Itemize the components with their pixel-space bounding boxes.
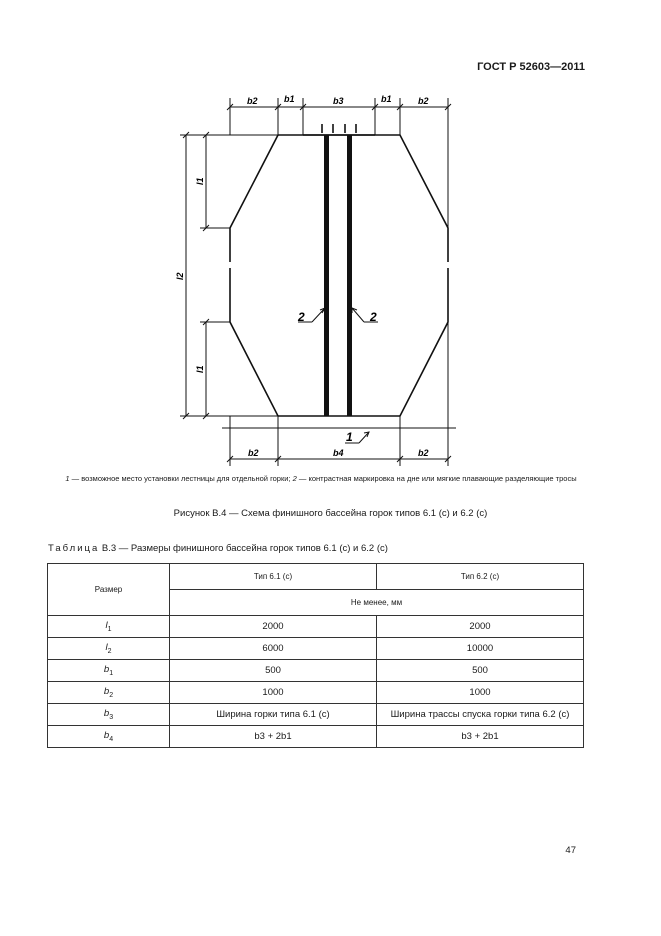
param-symbol: l [105, 642, 108, 654]
dimensions-table [47, 563, 584, 748]
value-type-1: b3 + 2b1 [170, 726, 377, 748]
table-row [48, 726, 584, 748]
label-b2-bottom-right: b2 [418, 448, 429, 458]
label-l1-upper: l1 [195, 177, 205, 185]
header-type-2: Тип 6.2 (с) [377, 564, 584, 590]
param-symbol: b [103, 686, 110, 698]
page-number: 47 [565, 845, 576, 856]
label-l1-lower: l1 [195, 365, 205, 373]
value-type-2: 2000 [377, 616, 584, 638]
param-subscript: 1 [107, 625, 112, 633]
param-symbol: b [103, 664, 110, 676]
value-type-1: Ширина горки типа 6.1 (с) [170, 704, 377, 726]
table-title-prefix: Таблица [48, 543, 100, 554]
value-type-2: b3 + 2b1 [377, 726, 584, 748]
callout-2-left: 2 [298, 310, 305, 324]
label-b1-top-left: b1 [284, 94, 295, 104]
header-type-1: Тип 6.1 (с) [170, 564, 377, 590]
label-b1-top-right: b1 [381, 94, 392, 104]
value-type-2: 1000 [377, 682, 584, 704]
param-subscript: 1 [109, 669, 114, 677]
table-row [48, 682, 584, 704]
table-row [48, 660, 584, 682]
label-b2-top-left: b2 [247, 96, 258, 106]
param-subscript: 3 [109, 713, 114, 721]
standard-code: ГОСТ Р 52603—2011 [477, 61, 585, 73]
table-title-rest: В.3 — Размеры финишного бассейна горок типов 6.1 (с) и 6.2 (с) [99, 543, 388, 554]
param-symbol: l [105, 620, 108, 632]
param-cell [48, 616, 170, 638]
table-title [48, 543, 388, 554]
label-b2-bottom-left: b2 [248, 448, 259, 458]
value-type-1: 1000 [170, 682, 377, 704]
label-l2: l2 [175, 272, 185, 280]
legend-num-2: 2 [292, 474, 297, 483]
value-type-1: 2000 [170, 616, 377, 638]
marking-line-right [347, 135, 352, 416]
table-row [48, 638, 584, 660]
value-type-2: 10000 [377, 638, 584, 660]
legend-text-2: — контрастная маркировка на дне или мягкие плавающие разделяющие тросы [296, 474, 577, 483]
param-subscript: 2 [107, 647, 112, 655]
param-cell [48, 682, 170, 704]
table-row [48, 616, 584, 638]
pool-outline [278, 135, 448, 262]
param-cell [48, 660, 170, 682]
header-units: Не менее, мм [170, 590, 584, 616]
header-param: Размер [48, 564, 170, 616]
legend-num-1: 1 [65, 474, 70, 483]
table-row [48, 704, 584, 726]
param-subscript: 4 [109, 735, 114, 743]
legend-text-1: — возможное место установки лестницы для отдельной горки; [69, 474, 293, 483]
value-type-2: 500 [377, 660, 584, 682]
value-type-1: 500 [170, 660, 377, 682]
param-cell [48, 638, 170, 660]
label-b4-bottom: b4 [333, 448, 344, 458]
param-cell [48, 726, 170, 748]
param-symbol: b [103, 730, 110, 742]
value-type-1: 6000 [170, 638, 377, 660]
param-cell [48, 704, 170, 726]
label-b2-top-right: b2 [418, 96, 429, 106]
param-subscript: 2 [109, 691, 114, 699]
callout-1: 1 [346, 430, 353, 444]
marking-line-left [324, 135, 329, 416]
param-symbol: b [103, 708, 110, 720]
label-b3-top: b3 [333, 96, 344, 106]
figure-caption: Рисунок В.4 — Схема финишного бассейна горок типов 6.1 (с) и 6.2 (с) [173, 508, 488, 519]
value-type-2: Ширина трассы спуска горки типа 6.2 (с) [377, 704, 584, 726]
callout-2-right: 2 [370, 310, 377, 324]
figure-legend [56, 473, 586, 484]
